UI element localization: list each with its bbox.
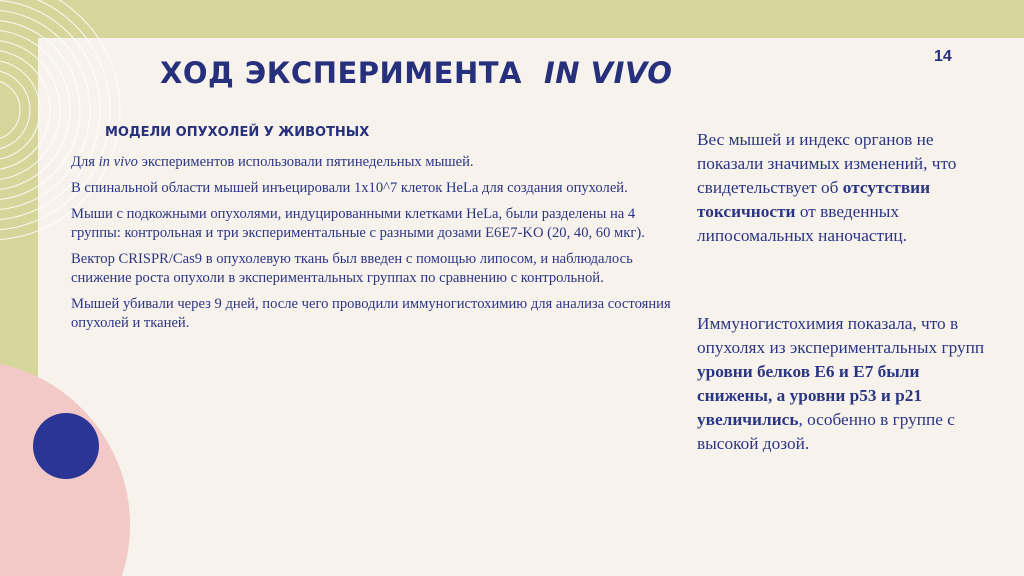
title-main: ХОД ЭКСПЕРИМЕНТА — [160, 56, 522, 90]
slide-number: 14 — [934, 48, 952, 65]
ihc-result-end: , особенно в группе с высокой дозой. — [697, 410, 955, 453]
paragraph-injection: В спинальной области мышей инъецировали 1x10^7 клеток HeLa для создания опухолей. — [71, 180, 628, 196]
paragraph-groups: Мыши с подкожными опухолями, индуцированными клетками HeLa, были разделены на 4 группы: контрольная и три экспериментальные с разными дозами E6E7-KO (20, 40, 60 мкг). — [71, 206, 645, 241]
toxicity-result — [697, 128, 987, 248]
methods-text — [71, 153, 671, 340]
toxicity-result-end: от введенных липосомальных наночастиц. — [697, 202, 907, 245]
toxicity-result-start: Вес мышей и индекс органов не показали значимых изменений, что свидетельствует об — [697, 130, 957, 197]
toxicity-result-highlight: отсутствии токсичности — [697, 178, 931, 221]
ihc-result-highlight: уровни белков E6 и E7 были снижены, а уровни p53 и p21 увеличились — [697, 362, 923, 429]
paragraph-mice — [71, 153, 671, 172]
paragraph-crispr: Вектор CRISPR/Cas9 в опухолевую ткань был введен с помощью липосом, и наблюдалось снижение роста опухоли в экспериментальных группах по сравнению с контрольной. — [71, 251, 633, 286]
in-vivo-term: in vivo — [98, 154, 138, 170]
ihc-result-start: Иммуногистохимия показала, что в опухолях из экспериментальных групп — [697, 314, 985, 357]
top-decor-band — [0, 0, 1024, 38]
section-subtitle: МОДЕЛИ ОПУХОЛЕЙ У ЖИВОТНЫХ — [105, 125, 370, 140]
paragraph-mice-end: экспериментов использовали пятинедельных мышей. — [137, 154, 474, 170]
ihc-result — [697, 312, 987, 456]
navy-circle-decoration — [33, 413, 99, 479]
paragraph-analysis: Мышей убивали через 9 дней, после чего проводили иммуногистохимию для анализа состояния опухолей и тканей. — [71, 296, 671, 331]
title-in-vivo: IN VIVO — [543, 56, 673, 90]
paragraph-mice-start: Для — [71, 154, 99, 170]
slide-title — [160, 56, 672, 90]
